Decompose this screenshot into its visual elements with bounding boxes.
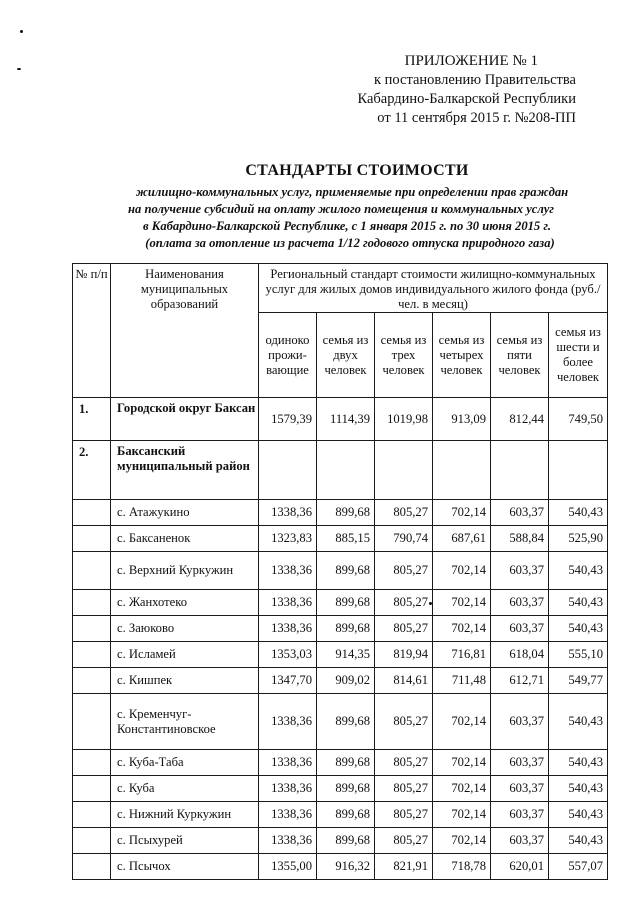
table-row (73, 398, 608, 441)
row-value: 687,61 (433, 526, 491, 552)
document-subtitle-line: (оплата за отопление из расчета 1/12 годового отпуска природного газа) (145, 236, 555, 250)
row-value: 540,43 (549, 776, 608, 802)
row-name: с. Исламей (111, 642, 259, 668)
row-value: 603,37 (491, 500, 549, 526)
row-value: 702,14 (433, 552, 491, 590)
row-name: с. Псычох (111, 854, 259, 880)
cost-standards-table (72, 263, 608, 880)
row-value: 819,94 (375, 642, 433, 668)
row-value: 702,14 (433, 616, 491, 642)
row-value: 805,27 (375, 552, 433, 590)
scan-speck (20, 30, 23, 33)
row-value: 612,71 (491, 668, 549, 694)
document-subtitle-line: в Кабардино-Балкарской Республике, с 1 января 2015 г. по 30 июня 2015 г. (143, 219, 551, 233)
row-value: 603,37 (491, 694, 549, 750)
row-number (73, 802, 111, 828)
row-value: 1338,36 (259, 750, 317, 776)
row-value: 812,44 (491, 398, 549, 441)
row-value: 916,32 (317, 854, 375, 880)
row-name: с. Заюково (111, 616, 259, 642)
row-value: 620,01 (491, 854, 549, 880)
row-value: 1338,36 (259, 616, 317, 642)
row-value: 603,37 (491, 828, 549, 854)
row-value: 805,27 (375, 776, 433, 802)
row-value: 702,14 (433, 750, 491, 776)
row-value (259, 441, 317, 500)
header-column: семья из четырех человек (433, 313, 491, 398)
row-value: 702,14 (433, 802, 491, 828)
row-value: 549,77 (549, 668, 608, 694)
header-column: семья из двух человек (317, 313, 375, 398)
row-value: 899,68 (317, 590, 375, 616)
row-value: 1338,36 (259, 590, 317, 616)
row-value: 899,68 (317, 500, 375, 526)
row-value: 1353,03 (259, 642, 317, 668)
row-number (73, 668, 111, 694)
row-value: 1338,36 (259, 500, 317, 526)
row-number (73, 642, 111, 668)
row-value: 1019,98 (375, 398, 433, 441)
table-row (73, 802, 608, 828)
row-value: 1338,36 (259, 802, 317, 828)
row-name: с. Нижний Куркужин (111, 802, 259, 828)
row-number (73, 500, 111, 526)
row-name: с. Псыхурей (111, 828, 259, 854)
row-value: 618,04 (491, 642, 549, 668)
row-value: 913,09 (433, 398, 491, 441)
row-value: 525,90 (549, 526, 608, 552)
row-value (491, 441, 549, 500)
table-row (73, 828, 608, 854)
row-number (73, 616, 111, 642)
row-value (433, 441, 491, 500)
appendix-number: ПРИЛОЖЕНИЕ № 1 (404, 53, 538, 69)
row-number (73, 854, 111, 880)
appendix-line: Кабардино-Балкарской Республики (357, 91, 576, 107)
row-value: 555,10 (549, 642, 608, 668)
row-value: 805,27 (375, 500, 433, 526)
row-value: 603,37 (491, 590, 549, 616)
table-body (73, 398, 608, 880)
row-value: 557,07 (549, 854, 608, 880)
row-value: 603,37 (491, 552, 549, 590)
table-row (73, 441, 608, 500)
row-value: 702,14 (433, 776, 491, 802)
header-regional-standard: Региональный стандарт стоимости жилищно-коммунальных услуг для жилых домов индивидуального жилого фонда (руб./чел. в месяц) (259, 264, 608, 313)
row-value: 603,37 (491, 616, 549, 642)
table-row (73, 750, 608, 776)
row-number (73, 776, 111, 802)
row-value: 885,15 (317, 526, 375, 552)
row-number (73, 828, 111, 854)
table-row (73, 500, 608, 526)
row-name: с. Куба (111, 776, 259, 802)
row-value: 899,68 (317, 750, 375, 776)
table-row (73, 552, 608, 590)
row-value: 899,68 (317, 552, 375, 590)
row-value: 1323,83 (259, 526, 317, 552)
row-name: с. Верхний Куркужин (111, 552, 259, 590)
header-number: № п/п (73, 264, 111, 398)
table-row (73, 526, 608, 552)
header-municipality: Наименования муниципальных образований (111, 264, 259, 398)
row-value: 805,27 (375, 802, 433, 828)
row-value: 899,68 (317, 776, 375, 802)
row-value: 1114,39 (317, 398, 375, 441)
row-value: 540,43 (549, 616, 608, 642)
row-value: 805,27 (375, 616, 433, 642)
row-value: 540,43 (549, 828, 608, 854)
table-row (73, 854, 608, 880)
row-value: 805,27 (375, 750, 433, 776)
row-value: 1347,70 (259, 668, 317, 694)
row-name: с. Куба-Таба (111, 750, 259, 776)
appendix-line: к постановлению Правительства (374, 72, 576, 88)
row-number (73, 552, 111, 590)
row-value: 540,43 (549, 590, 608, 616)
row-value: 702,14 (433, 500, 491, 526)
appendix-header (316, 52, 576, 128)
document-subtitle-line: жилищно-коммунальных услуг, применяемые при определении прав граждан (135, 185, 569, 199)
row-value: 540,43 (549, 500, 608, 526)
table-row (73, 642, 608, 668)
row-value: 899,68 (317, 828, 375, 854)
row-value: 899,68 (317, 802, 375, 828)
document-title-block (40, 162, 640, 252)
row-number (73, 750, 111, 776)
row-value: 1579,39 (259, 398, 317, 441)
row-value: 702,14 (433, 828, 491, 854)
header-column: семья из пяти человек (491, 313, 549, 398)
row-value: 540,43 (549, 750, 608, 776)
row-value: 718,78 (433, 854, 491, 880)
table-header (73, 264, 608, 398)
row-value: 1338,36 (259, 552, 317, 590)
row-number (73, 590, 111, 616)
row-value: 821,91 (375, 854, 433, 880)
row-name: с. Атажукино (111, 500, 259, 526)
row-value: 899,68 (317, 616, 375, 642)
row-value: 1338,36 (259, 776, 317, 802)
row-value: 540,43 (549, 552, 608, 590)
table-row (73, 590, 608, 616)
appendix-date: от 11 сентября 2015 г. №208-ПП (377, 110, 576, 126)
row-name: с. Жанхотеко (111, 590, 259, 616)
row-value: 540,43 (549, 802, 608, 828)
row-name: Городской округ Баксан (111, 398, 259, 441)
header-column: одиноко прожи-вающие (259, 313, 317, 398)
table-row (73, 668, 608, 694)
row-value: 702,14 (433, 590, 491, 616)
row-number (73, 694, 111, 750)
table-row (73, 616, 608, 642)
row-name: с. Кременчуг-Константиновское (111, 694, 259, 750)
row-value: 1338,36 (259, 694, 317, 750)
row-value: 1355,00 (259, 854, 317, 880)
row-value: 805,27 (375, 590, 433, 616)
header-column: семья из шести и более человек (549, 313, 608, 398)
row-value: 805,27 (375, 694, 433, 750)
row-value: 899,68 (317, 694, 375, 750)
row-value: 588,84 (491, 526, 549, 552)
row-value: 1338,36 (259, 828, 317, 854)
row-value (317, 441, 375, 500)
table-row (73, 694, 608, 750)
row-value: 814,61 (375, 668, 433, 694)
row-value: 914,35 (317, 642, 375, 668)
row-name: Баксанский муниципальный район (111, 441, 259, 500)
document-title: СТАНДАРТЫ СТОИМОСТИ (245, 162, 469, 179)
row-value: 805,27 (375, 828, 433, 854)
row-value (549, 441, 608, 500)
row-value: 716,81 (433, 642, 491, 668)
document-subtitle-line: на получение субсидий на оплату жилого помещения и коммунальных услуг (128, 202, 554, 216)
row-value: 603,37 (491, 750, 549, 776)
row-value: 702,14 (433, 694, 491, 750)
row-value: 749,50 (549, 398, 608, 441)
row-value: 540,43 (549, 694, 608, 750)
scan-speck (17, 68, 21, 70)
header-column: семья из трех человек (375, 313, 433, 398)
table-row (73, 776, 608, 802)
row-number (73, 526, 111, 552)
row-value: 790,74 (375, 526, 433, 552)
row-number: 2. (73, 441, 111, 500)
row-value: 603,37 (491, 776, 549, 802)
row-value: 603,37 (491, 802, 549, 828)
row-number: 1. (73, 398, 111, 441)
row-value: 711,48 (433, 668, 491, 694)
row-name: с. Кишпек (111, 668, 259, 694)
row-value: 909,02 (317, 668, 375, 694)
row-value (375, 441, 433, 500)
row-name: с. Баксаненок (111, 526, 259, 552)
